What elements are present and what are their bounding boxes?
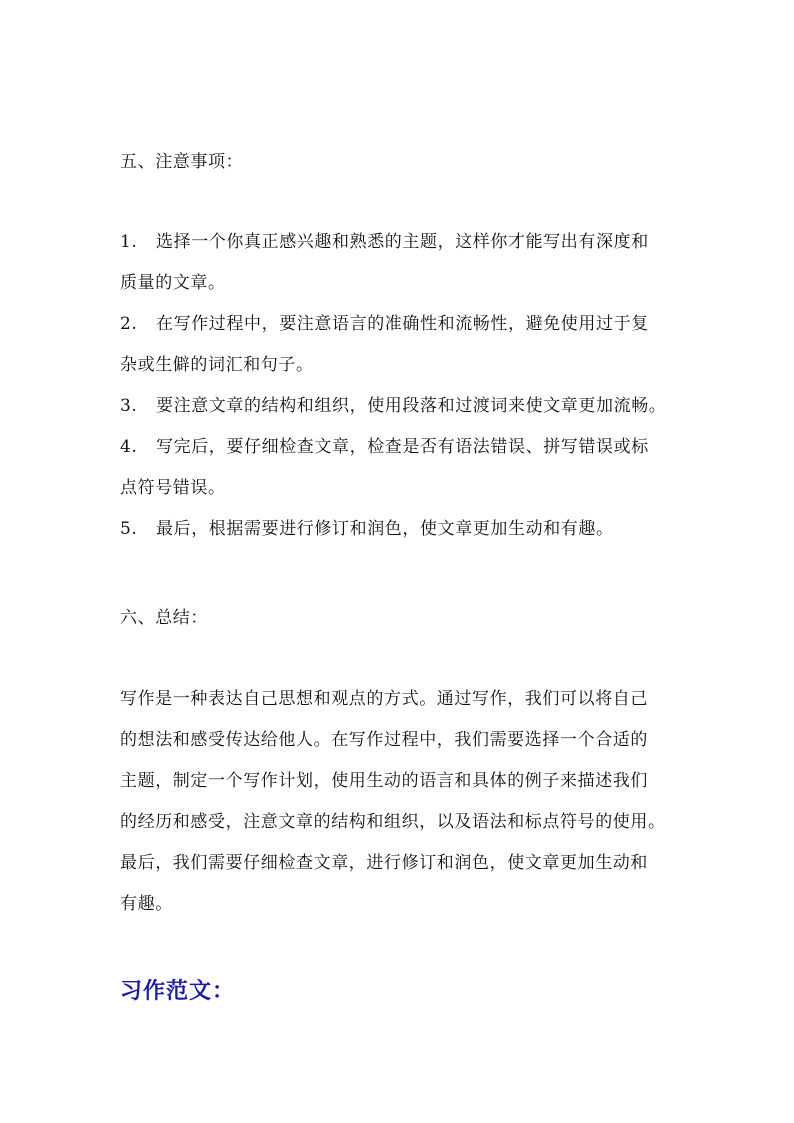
section-6-heading: 六、总结： bbox=[120, 608, 208, 628]
paragraph-line-6: 有趣。 bbox=[120, 894, 173, 914]
list-item-1-line-2: 质量的文章。 bbox=[120, 273, 226, 293]
list-item-3-line-1: 3. 要注意文章的结构和组织，使用段落和过渡词来使文章更加流畅。 bbox=[120, 396, 667, 416]
list-item-4-line-1: 4. 写完后，要仔细检查文章，检查是否有语法错误、拼写错误或标 bbox=[120, 437, 649, 457]
list-item-4-line-2: 点符号错误。 bbox=[120, 478, 226, 498]
section-5-list bbox=[120, 222, 680, 550]
list-item-2-line-2: 杂或生僻的词汇和句子。 bbox=[120, 355, 314, 375]
section-6-paragraph bbox=[120, 679, 680, 925]
paragraph-line-5: 最后，我们需要仔细检查文章，进行修订和润色，使文章更加生动和 bbox=[120, 853, 648, 873]
model-essay-heading: 习作范文： bbox=[120, 978, 236, 1004]
paragraph-line-4: 的经历和感受，注意文章的结构和组织，以及语法和标点符号的使用。 bbox=[120, 812, 666, 832]
list-item-2-line-1: 2. 在写作过程中，要注意语言的准确性和流畅性，避免使用过于复 bbox=[120, 314, 649, 334]
paragraph-line-2: 的想法和感受传达给他人。在写作过程中，我们需要选择一个合适的 bbox=[120, 730, 648, 750]
section-5-heading: 五、注意事项： bbox=[120, 152, 244, 172]
paragraph-line-1: 写作是一种表达自己思想和观点的方式。通过写作，我们可以将自己 bbox=[120, 689, 648, 709]
list-item-1-line-1: 1. 选择一个你真正感兴趣和熟悉的主题，这样你才能写出有深度和 bbox=[120, 232, 649, 252]
paragraph-line-3: 主题，制定一个写作计划，使用生动的语言和具体的例子来描述我们 bbox=[120, 771, 648, 791]
list-item-5-line-1: 5. 最后，根据需要进行修订和润色，使文章更加生动和有趣。 bbox=[120, 519, 614, 539]
